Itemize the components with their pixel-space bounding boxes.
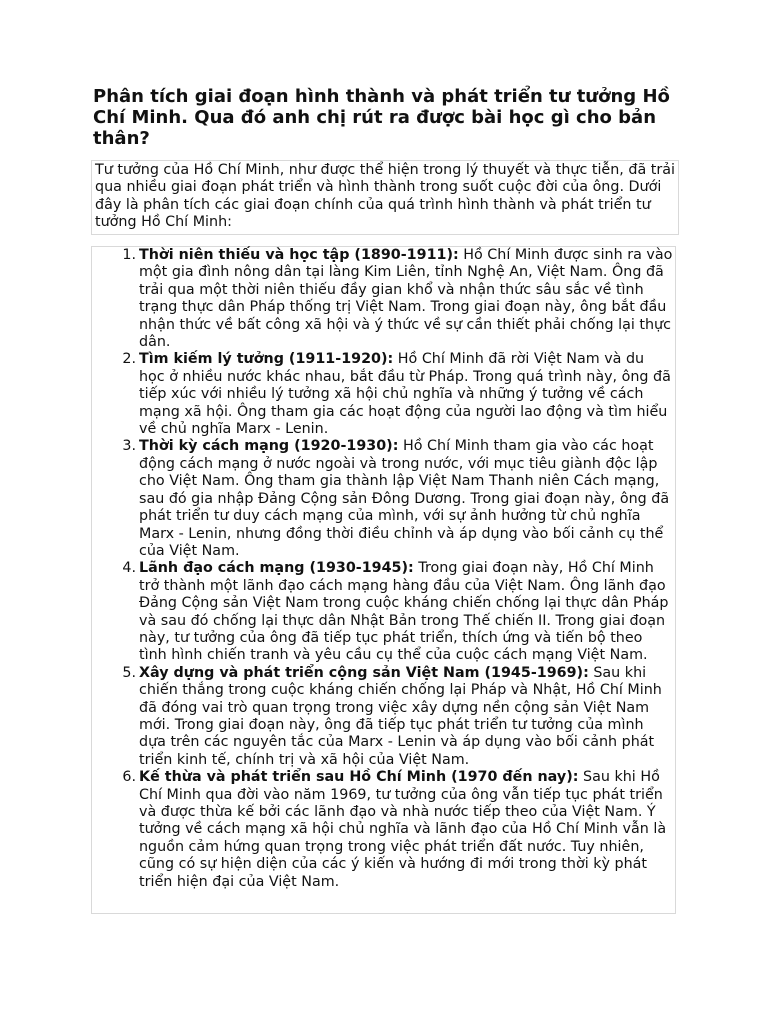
list-item-text: Sau khi chiến thắng trong cuộc kháng chiến chống lại Pháp và Nhật, Hồ Chí Minh đã đóng vai trò quan trọng trong việc xây dựng nền cộng sản Việt Nam mới. Trong giai đoạn này, ông đã tiếp tục phát triển tư tưởng của mình dựa trên các nguyên tắc của Marx - Lenin và áp dụng vào bối cảnh phát triển kinh tế, chính trị và xã hội của Việt Nam. [139, 664, 662, 768]
intro-paragraph: Tư tưởng của Hồ Chí Minh, như được thể hiện trong lý thuyết và thực tiễn, đã trải qua nhiều giai đoạn phát triển và hình thành trong suốt cuộc đời của ông. Dưới đây là phân tích các giai đoạn chính của quá trình hình thành và phát triển tư tưởng Hồ Chí Minh: [91, 160, 679, 235]
list-item-text: Hồ Chí Minh được sinh ra vào một gia đình nông dân tại làng Kim Liên, tỉnh Nghệ An, Việt Nam. Ông đã trải qua một thời niên thiếu đầy gian khổ và nhận thức sâu sắc về tình trạng thực dân Pháp thống trị Việt Nam. Trong giai đoạn này, ông bắt đầu nhận thức về bất công xã hội và ý thức về sự cần thiết phải chống lại thực dân. [139, 247, 673, 351]
list-item [122, 664, 674, 769]
list-item-heading: Lãnh đạo cách mạng (1930-1945): [139, 560, 414, 577]
list-item-number: 6. [122, 769, 136, 786]
list-item [122, 769, 674, 891]
list-item-number: 2. [122, 351, 136, 368]
list-item-number: 1. [122, 247, 136, 263]
list-item-text: Sau khi Hồ Chí Minh qua đời vào năm 1969, tư tưởng của ông vẫn tiếp tục phát triển và được thừa kế bởi các lãnh đạo và nhà nước tiếp theo của Việt Nam. Ý tưởng về cách mạng xã hội chủ nghĩa và lãnh đạo của Hồ Chí Minh vẫn là nguồn cảm hứng quan trọng trong việc phát triển đất nước. Tuy nhiên, cũng có sự hiện diện của các ý kiến và hướng đi mới trong thời kỳ phát triển hiện đại của Việt Nam. [139, 769, 667, 890]
list-item-heading: Tìm kiếm lý tưởng (1911-1920): [139, 351, 394, 368]
list-item [122, 351, 674, 438]
list-item [122, 438, 674, 560]
list-item-heading: Xây dựng và phát triển cộng sản Việt Nam (1945-1969): [139, 664, 589, 681]
list-item-heading: Kế thừa và phát triển sau Hồ Chí Minh (1970 đến nay): [139, 769, 579, 786]
list-item-number: 3. [122, 438, 136, 455]
list-item-text: Hồ Chí Minh tham gia vào các hoạt động cách mạng ở nước ngoài và trong nước, với mục tiêu giành độc lập cho Việt Nam. Ông tham gia thành lập Việt Nam Thanh niên Cách mạng, sau đó gia nhập Đảng Cộng sản Đông Dương. Trong giai đoạn này, ông đã phát triển tư duy cách mạng của mình, với sự ảnh hưởng từ chủ nghĩa Marx - Lenin, nhưng đồng thời điều chỉnh và áp dụng vào bối cảnh cụ thể của Việt Nam. [139, 438, 670, 559]
list-item [122, 247, 674, 351]
list-item-number: 5. [122, 664, 136, 681]
list-item-number: 4. [122, 560, 136, 577]
list-item [122, 560, 674, 664]
list-item-heading: Thời niên thiếu và học tập (1890-1911): [139, 247, 459, 263]
stages-list [122, 247, 674, 891]
document-title: Phân tích giai đoạn hình thành và phát triển tư tưởng Hồ Chí Minh. Qua đó anh chị rút ra được bài học gì cho bản thân? [93, 86, 670, 149]
list-item-text: Hồ Chí Minh đã rời Việt Nam và du học ở nhiều nước khác nhau, bắt đầu từ Pháp. Trong quá trình này, ông đã tiếp xúc với nhiều lý tưởng xã hội chủ nghĩa và những ý tưởng về cách mạng xã hội. Ông tham gia các hoạt động của người lao động và tìm hiểu về chủ nghĩa Marx - Lenin. [139, 351, 671, 438]
list-item-text: Trong giai đoạn này, Hồ Chí Minh trở thành một lãnh đạo cách mạng hàng đầu của Việt Nam. Ông lãnh đạo Đảng Cộng sản Việt Nam trong cuộc kháng chiến chống lại thực dân Pháp và sau đó chống lại thực dân Nhật Bản trong Thế chiến II. Trong giai đoạn này, tư tưởng của ông đã tiếp tục phát triển, thích ứng và tiến bộ theo tình hình chiến tranh và yêu cầu cụ thể của cuộc cách mạng Việt Nam. [139, 560, 669, 664]
list-item-heading: Thời kỳ cách mạng (1920-1930): [139, 438, 399, 455]
